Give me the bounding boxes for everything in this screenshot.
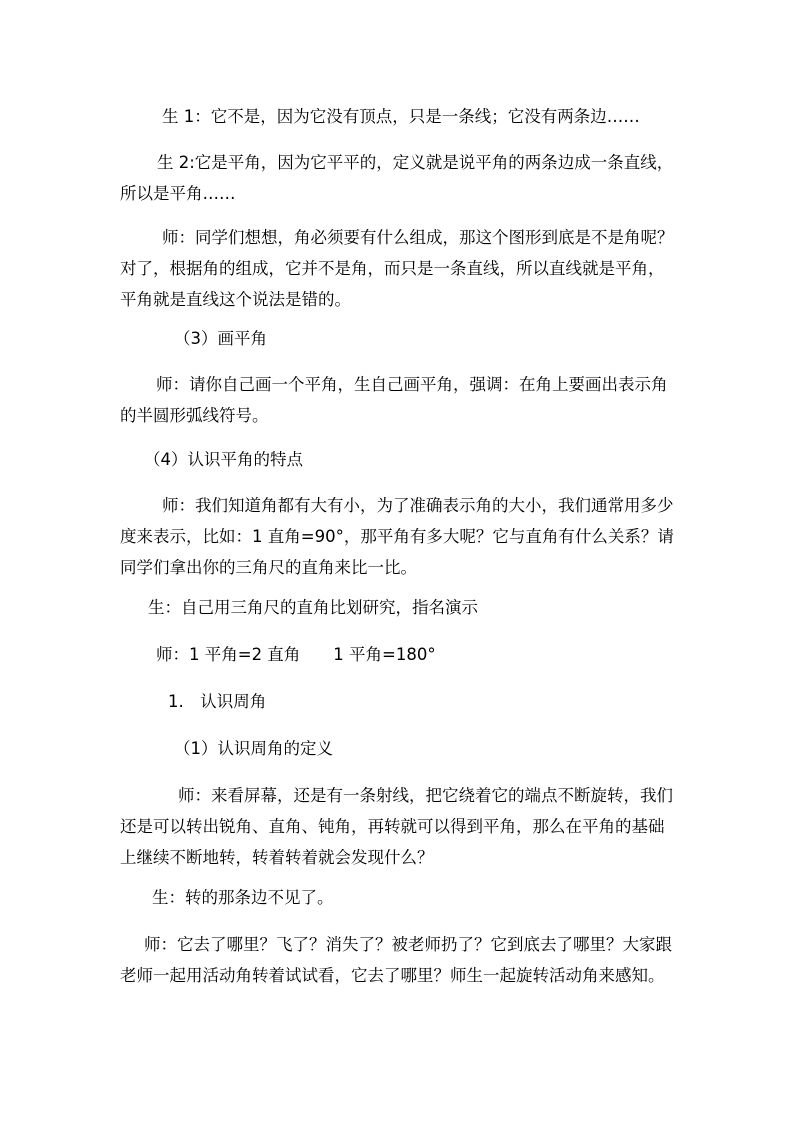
heading-recognize-full-angle: 1. 认识周角 <box>168 692 267 711</box>
paragraph-teacher-conclusion: 师：1 平角=2 直角 1 平角=180° <box>156 645 436 664</box>
paragraph-teacher-degree-question: 师：我们知道角都有大有小，为了准确表示角的大小，我们通常用多少度来表示，比如：1 直角=90°，那平角有多大呢？它与直角有什么关系？请同学们拿出你的三角尺的直角来比一比。 <box>120 496 674 577</box>
paragraph-teacher-screen-rotation: 师：来看屏幕，还是有一条射线，把它绕着它的端点不断旋转，我们还是可以转出锐角、直角、钝角，再转就可以得到平角，那么在平角的基础上继续不断地转，转着转着就会发现什么？ <box>120 786 673 867</box>
paragraph-student-side-disappears: 生：转的那条边不见了。 <box>152 888 334 907</box>
paragraph-student1-answer: 生 1：它不是，因为它没有顶点，只是一条线；它没有两条边…… <box>162 107 640 126</box>
heading-straight-angle-features: （4）认识平角的特点 <box>144 450 303 469</box>
paragraph-teacher-draw-instruction: 师：请你自己画一个平角，生自己画平角，强调：在角上要画出表示角的半圆形弧线符号。 <box>120 375 668 425</box>
heading-draw-straight-angle: （3）画平角 <box>174 329 267 348</box>
paragraph-student2-answer: 生 2:它是平角，因为它平平的，定义就是说平角的两条边成一条直线，所以是平角…… <box>120 153 674 203</box>
paragraph-student-compare: 生：自己用三角尺的直角比划研究，指名演示 <box>148 598 478 617</box>
paragraph-teacher-explanation: 师：同学们想想，角必须要有什么组成，那这个图形到底是不是角呢？对了，根据角的组成，它并不是角，而只是一条直线，所以直线就是平角，平角就是直线这个说法是错的。 <box>120 228 674 309</box>
paragraph-teacher-where-did-it-go: 师：它去了哪里？飞了？消失了？被老师扔了？它到底去了哪里？大家跟老师一起用活动角转着试试看，它去了哪里？师生一起旋转活动角来感知。 <box>120 935 672 985</box>
heading-full-angle-definition: （1）认识周角的定义 <box>174 739 333 758</box>
